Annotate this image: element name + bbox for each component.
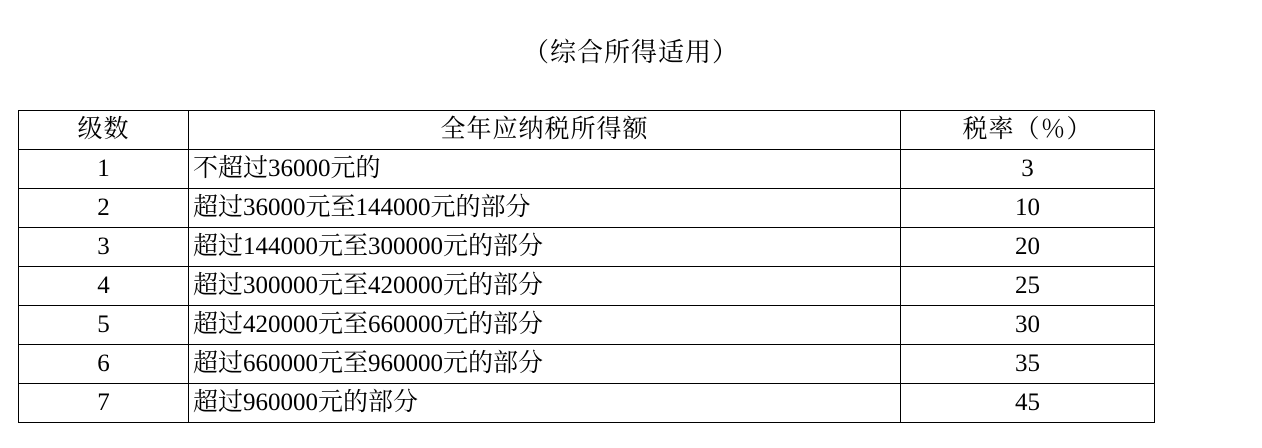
cell-range: 超过960000元的部分 [189,384,901,423]
table-row [19,345,1155,384]
cell-range: 超过420000元至660000元的部分 [189,306,901,345]
cell-level: 3 [19,228,189,267]
table-row [19,189,1155,228]
column-header-range: 全年应纳税所得额 [189,111,901,150]
cell-range: 超过300000元至420000元的部分 [189,267,901,306]
cell-level: 5 [19,306,189,345]
table-header [19,111,1155,150]
cell-rate: 35 [901,345,1155,384]
cell-range: 超过36000元至144000元的部分 [189,189,901,228]
cell-rate: 3 [901,150,1155,189]
cell-level: 7 [19,384,189,423]
cell-range: 超过660000元至960000元的部分 [189,345,901,384]
document-subtitle: （综合所得适用） [522,38,739,67]
tax-rate-table [18,110,1155,423]
cell-rate: 10 [901,189,1155,228]
cell-level: 1 [19,150,189,189]
cell-rate: 25 [901,267,1155,306]
table-header-row [19,111,1155,150]
cell-range: 超过144000元至300000元的部分 [189,228,901,267]
table-row [19,384,1155,423]
table-row [19,267,1155,306]
cell-level: 4 [19,267,189,306]
column-header-rate: 税率（％） [901,111,1155,150]
table-row [19,150,1155,189]
cell-rate: 30 [901,306,1155,345]
cell-level: 2 [19,189,189,228]
cell-level: 6 [19,345,189,384]
cell-rate: 45 [901,384,1155,423]
cell-range: 不超过36000元的 [189,150,901,189]
table-body [19,150,1155,423]
table-row [19,228,1155,267]
column-header-level: 级数 [19,111,189,150]
cell-rate: 20 [901,228,1155,267]
tax-rate-table-container [18,110,1154,423]
table-row [19,306,1155,345]
